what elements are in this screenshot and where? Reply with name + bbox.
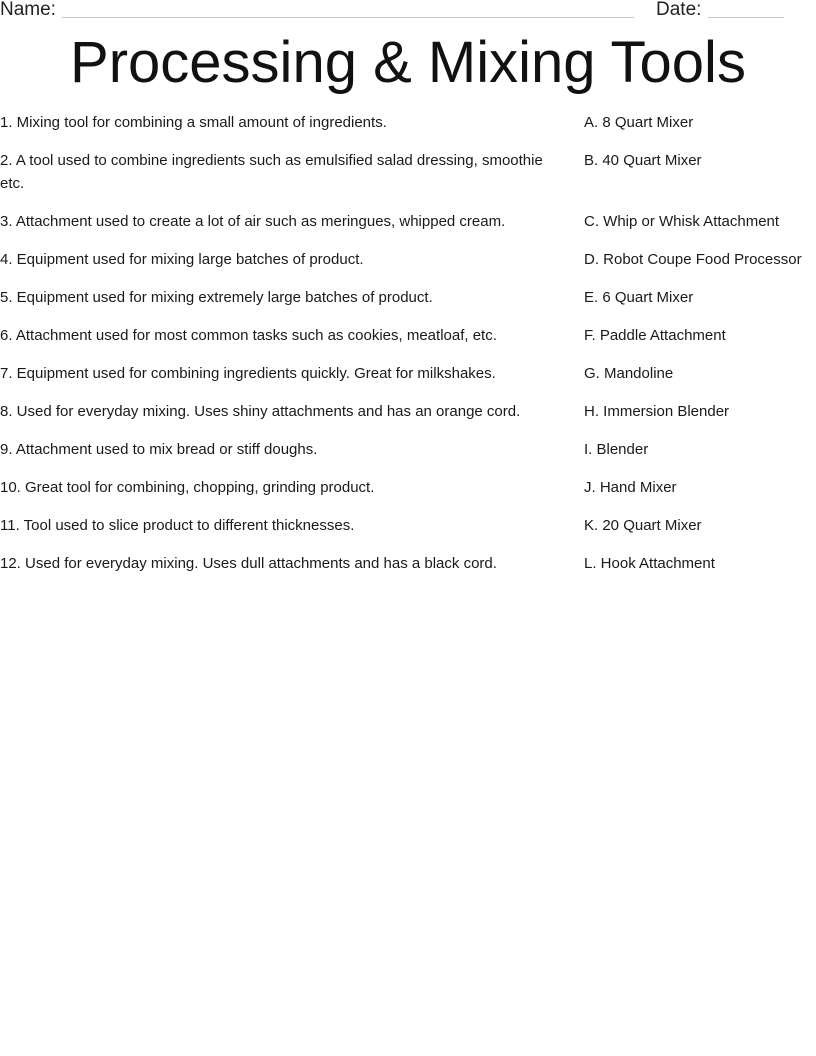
matching-list [0, 111, 816, 590]
clue-text: 1. Mixing tool for combining a small amount of ingredients. [0, 114, 387, 131]
matching-row [0, 438, 816, 461]
matching-row [0, 514, 816, 537]
matching-row [0, 552, 816, 575]
matching-row [0, 210, 816, 233]
matching-row [0, 400, 816, 423]
answer-option: A. 8 Quart Mixer [584, 114, 694, 131]
answer-option: C. Whip or Whisk Attachment [584, 213, 780, 230]
name-label: Name: [0, 0, 56, 20]
worksheet-header [0, 0, 816, 22]
clue-text: 4. Equipment used for mixing large batches of product. [0, 251, 364, 268]
clue-text: 6. Attachment used for most common tasks such as cookies, meatloaf, etc. [0, 327, 497, 344]
matching-row [0, 324, 816, 347]
answer-option: J. Hand Mixer [584, 479, 677, 496]
clue-text: 7. Equipment used for combining ingredients quickly. Great for milkshakes. [0, 365, 496, 382]
answer-option: H. Immersion Blender [584, 403, 730, 420]
matching-row [0, 248, 816, 271]
answer-option: D. Robot Coupe Food Processor [584, 251, 802, 268]
answer-option: F. Paddle Attachment [584, 327, 726, 344]
page-title: Processing & Mixing Tools [70, 30, 746, 95]
answer-option: I. Blender [584, 441, 649, 458]
matching-row [0, 111, 816, 134]
clue-text: 2. A tool used to combine ingredients such as emulsified salad dressing, smoothie etc. [0, 152, 543, 192]
date-label: Date: [656, 0, 702, 20]
clue-text: 3. Attachment used to create a lot of air such as meringues, whipped cream. [0, 213, 506, 230]
matching-row [0, 149, 816, 195]
matching-row [0, 286, 816, 309]
clue-text: 11. Tool used to slice product to different thicknesses. [0, 517, 355, 534]
date-field[interactable] [708, 17, 784, 18]
clue-text: 9. Attachment used to mix bread or stiff doughs. [0, 441, 318, 458]
answer-option: B. 40 Quart Mixer [584, 152, 702, 169]
name-field[interactable] [62, 17, 634, 18]
answer-option: G. Mandoline [584, 365, 674, 382]
clue-text: 10. Great tool for combining, chopping, grinding product. [0, 479, 375, 496]
clue-text: 8. Used for everyday mixing. Uses shiny attachments and has an orange cord. [0, 403, 521, 420]
clue-text: 12. Used for everyday mixing. Uses dull attachments and has a black cord. [0, 555, 497, 572]
matching-row [0, 362, 816, 385]
clue-text: 5. Equipment used for mixing extremely large batches of product. [0, 289, 433, 306]
answer-option: L. Hook Attachment [584, 555, 715, 572]
matching-row [0, 476, 816, 499]
answer-option: K. 20 Quart Mixer [584, 517, 702, 534]
answer-option: E. 6 Quart Mixer [584, 289, 694, 306]
